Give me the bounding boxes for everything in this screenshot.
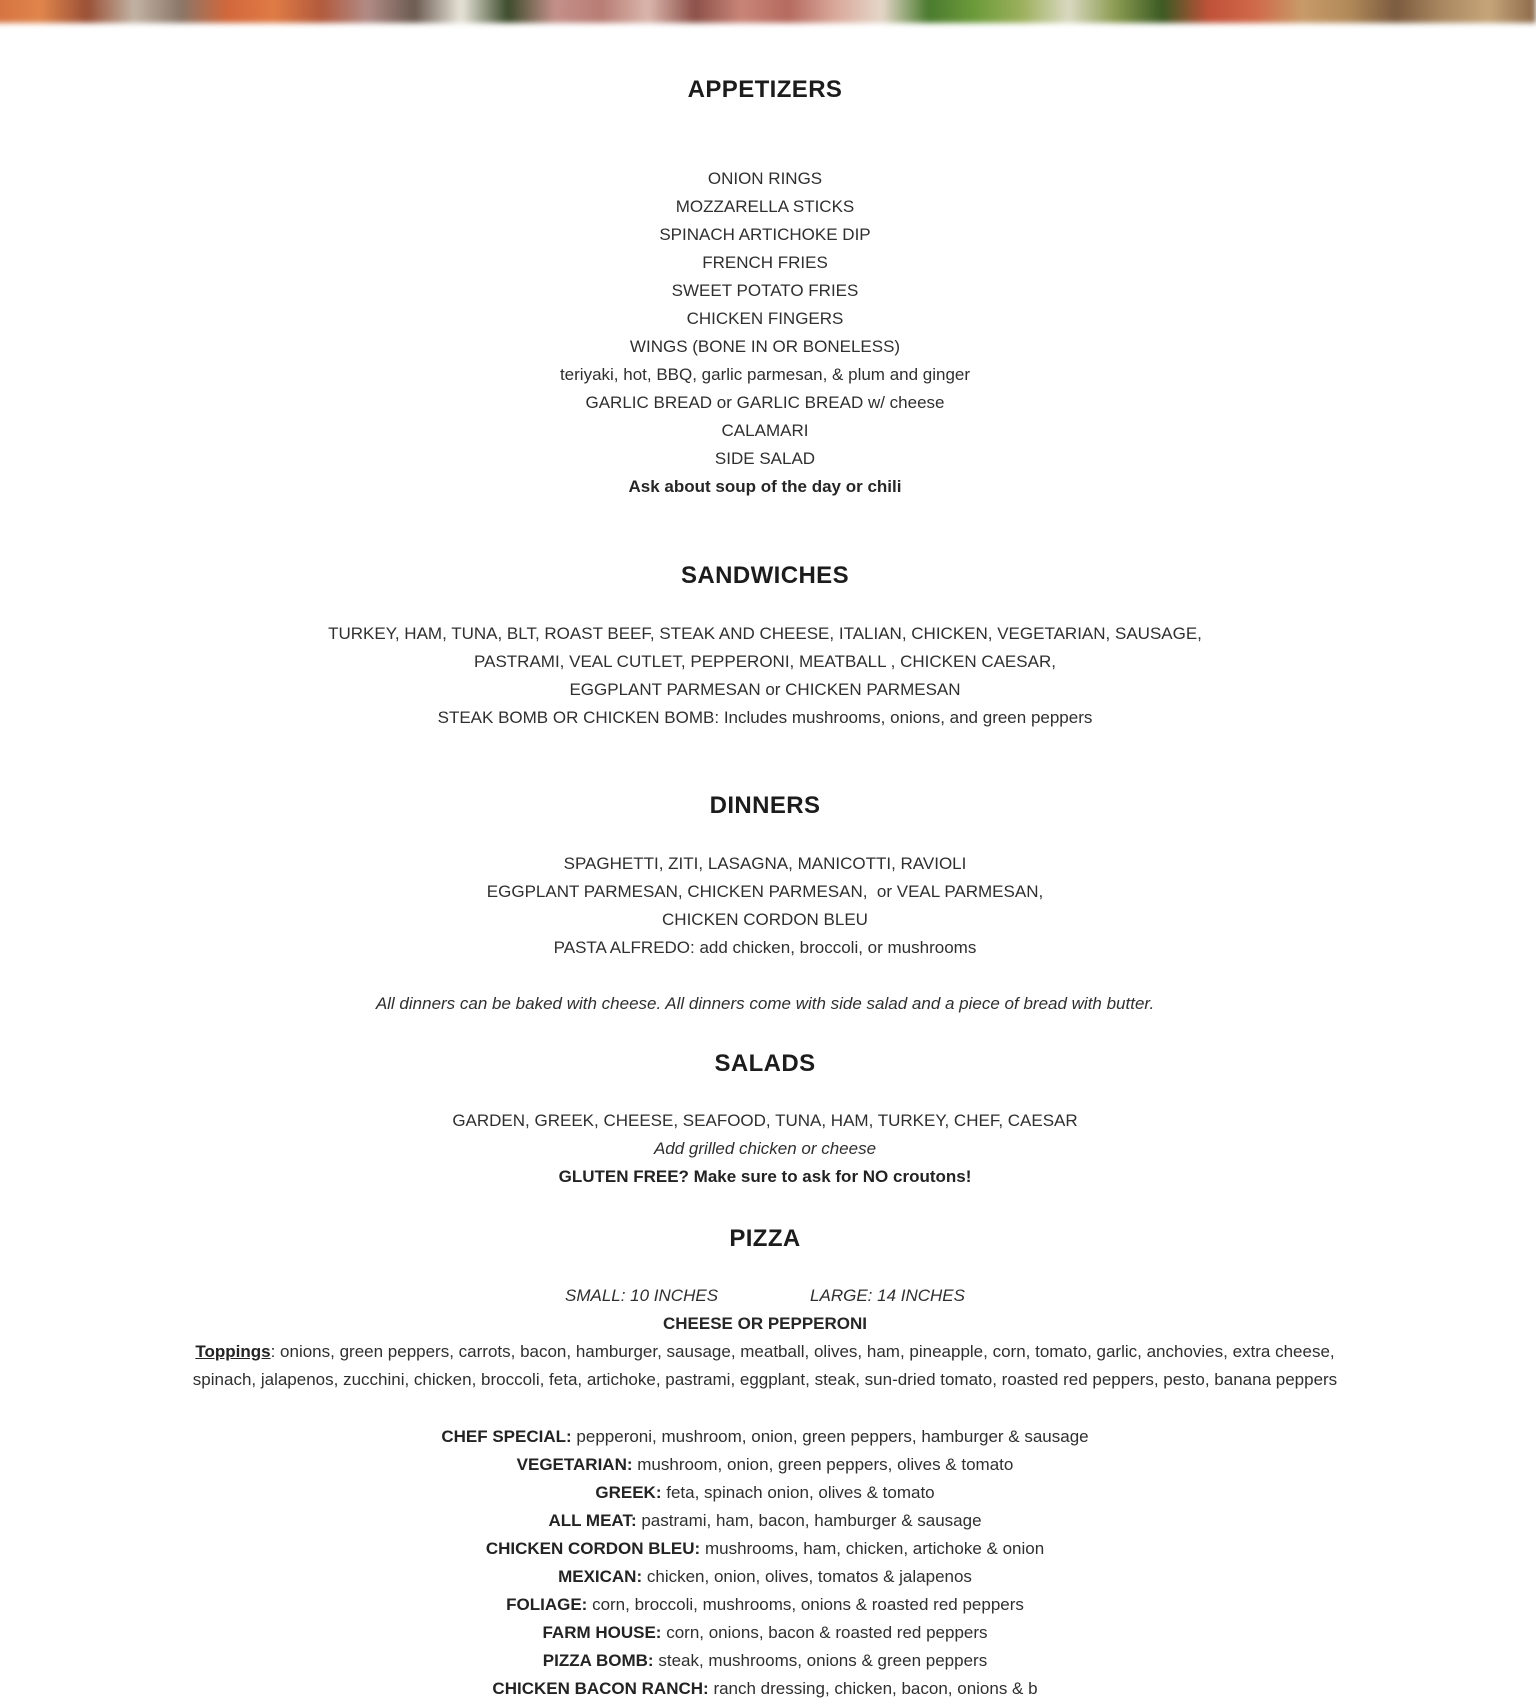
pizza-special-desc: feta, spinach onion, olives & tomato [666,1483,935,1502]
menu-line: teriyaki, hot, BBQ, garlic parmesan, & plum and ginger [559,365,971,384]
pizza-special-line [0,1479,1530,1507]
menu-line: TURKEY, HAM, TUNA, BLT, ROAST BEEF, STEAK AND CHEESE, ITALIAN, CHICKEN, VEGETARIAN, SAUSAGE, [328,624,1202,643]
pizza-special-label: FOLIAGE: [506,1595,588,1614]
pizza-special-line [0,1451,1530,1479]
pizza-special-desc: chicken, onion, olives, tomatos & jalapenos [646,1567,972,1586]
pizza-special-label: VEGETARIAN: [516,1455,633,1474]
dinners-list [0,850,1530,962]
pizza-size-small: SMALL: 10 INCHES [564,1286,719,1305]
dinners-note: All dinners can be baked with cheese. All dinners come with side salad and a piece of bread with butter. [375,994,1155,1013]
menu-line: PASTA ALFREDO: add chicken, broccoli, or mushrooms [553,938,977,957]
menu-line: GARLIC BREAD or GARLIC BREAD w/ cheese [585,393,945,412]
pizza-special-label: FARM HOUSE: [542,1623,662,1642]
menu-line: CHICKEN CORDON BLEU [662,910,868,929]
menu-line: EGGPLANT PARMESAN or CHICKEN PARMESAN [569,680,961,699]
toppings-line1: : onions, green peppers, carrots, bacon, hamburger, sausage, meatball, olives, ham, pineapple, corn, tomato, garlic, anchovies, extra cheese, [270,1342,1335,1361]
appetizers-list [0,165,1530,501]
pizza-special-desc: mushrooms, ham, chicken, artichoke & onion [704,1539,1045,1558]
pizza-special-line [0,1563,1530,1591]
pizza-special-label: CHEF SPECIAL: [441,1427,572,1446]
pizza-special-label: CHICKEN BACON RANCH: [492,1679,709,1698]
section-salads [0,1050,1530,1191]
menu-line: SWEET POTATO FRIES [671,281,859,300]
pizza-special-label: GREEK: [595,1483,662,1502]
salads-title: SALADS [714,1050,816,1077]
pizza-size-large: LARGE: 14 INCHES [810,1286,965,1305]
pizza-special-line [0,1619,1530,1647]
sandwiches-title: SANDWICHES [680,562,849,589]
pizza-special-label: ALL MEAT: [548,1511,637,1530]
pizza-toppings [0,1338,1530,1394]
section-dinners [0,792,1530,1018]
pizza-special-desc: mushroom, onion, green peppers, olives & tomato [637,1455,1014,1474]
menu-line: MOZZARELLA STICKS [675,197,855,216]
food-photo-strip [0,0,1530,17]
pizza-special-desc: ranch dressing, chicken, bacon, onions & b [713,1679,1038,1698]
menu-line: SIDE SALAD [714,449,816,468]
pizza-special-line [0,1535,1530,1563]
menu-line: STEAK BOMB OR CHICKEN BOMB: Includes mushrooms, onions, and green peppers [437,708,1093,727]
toppings-label: Toppings [195,1342,271,1361]
pizza-subtitle: CHEESE OR PEPPERONI [662,1314,868,1333]
food-photo-strip-gradient [0,0,1536,23]
menu-line: SPAGHETTI, ZITI, LASAGNA, MANICOTTI, RAVIOLI [563,854,967,873]
menu-line: CALAMARI [721,421,809,440]
pizza-special-desc: pastrami, ham, bacon, hamburger & sausage [641,1511,982,1530]
menu-line: GLUTEN FREE? Make sure to ask for NO croutons! [558,1167,972,1186]
appetizers-title: APPETIZERS [687,76,843,103]
menu-line: Ask about soup of the day or chili [628,477,902,496]
pizza-special-desc: corn, broccoli, mushrooms, onions & roasted red peppers [592,1595,1024,1614]
menu-line: EGGPLANT PARMESAN, CHICKEN PARMESAN, or VEAL PARMESAN, [486,882,1044,901]
menu-line: WINGS (BONE IN OR BONELESS) [629,337,901,356]
pizza-special-line [0,1647,1530,1675]
pizza-sizes-line [0,1282,1530,1310]
section-pizza [0,1225,1530,1703]
pizza-special-line [0,1507,1530,1535]
toppings-line2: spinach, jalapenos, zucchini, chicken, broccoli, feta, artichoke, pastrami, eggplant, steak, sun-dried tomato, roasted red peppers, pesto, banana peppers [192,1370,1338,1389]
menu-line: GARDEN, GREEK, CHEESE, SEAFOOD, TUNA, HAM, TURKEY, CHEF, CAESAR [452,1111,1078,1130]
menu-line: CHICKEN FINGERS [686,309,844,328]
section-appetizers [0,76,1530,501]
pizza-specials-list [0,1423,1530,1703]
section-sandwiches [0,562,1530,732]
pizza-special-desc: corn, onions, bacon & roasted red peppers [666,1623,988,1642]
pizza-title: PIZZA [729,1225,801,1252]
sandwiches-list [0,620,1530,732]
menu-line: FRENCH FRIES [702,253,828,272]
menu-page [0,17,1530,1703]
menu-line: ONION RINGS [707,169,823,188]
pizza-special-line [0,1591,1530,1619]
dinners-title: DINNERS [709,792,821,819]
pizza-special-label: CHICKEN CORDON BLEU: [485,1539,701,1558]
menu-line: SPINACH ARTICHOKE DIP [659,225,871,244]
menu-line: Add grilled chicken or cheese [653,1139,877,1158]
pizza-special-label: MEXICAN: [558,1567,643,1586]
pizza-special-label: PIZZA BOMB: [542,1651,654,1670]
pizza-special-desc: pepperoni, mushroom, onion, green peppers, hamburger & sausage [576,1427,1089,1446]
menu-line: PASTRAMI, VEAL CUTLET, PEPPERONI, MEATBALL , CHICKEN CAESAR, [474,652,1056,671]
salads-list [0,1107,1530,1191]
pizza-special-line [0,1675,1530,1703]
pizza-special-line [0,1423,1530,1451]
pizza-special-desc: steak, mushrooms, onions & green peppers [658,1651,988,1670]
